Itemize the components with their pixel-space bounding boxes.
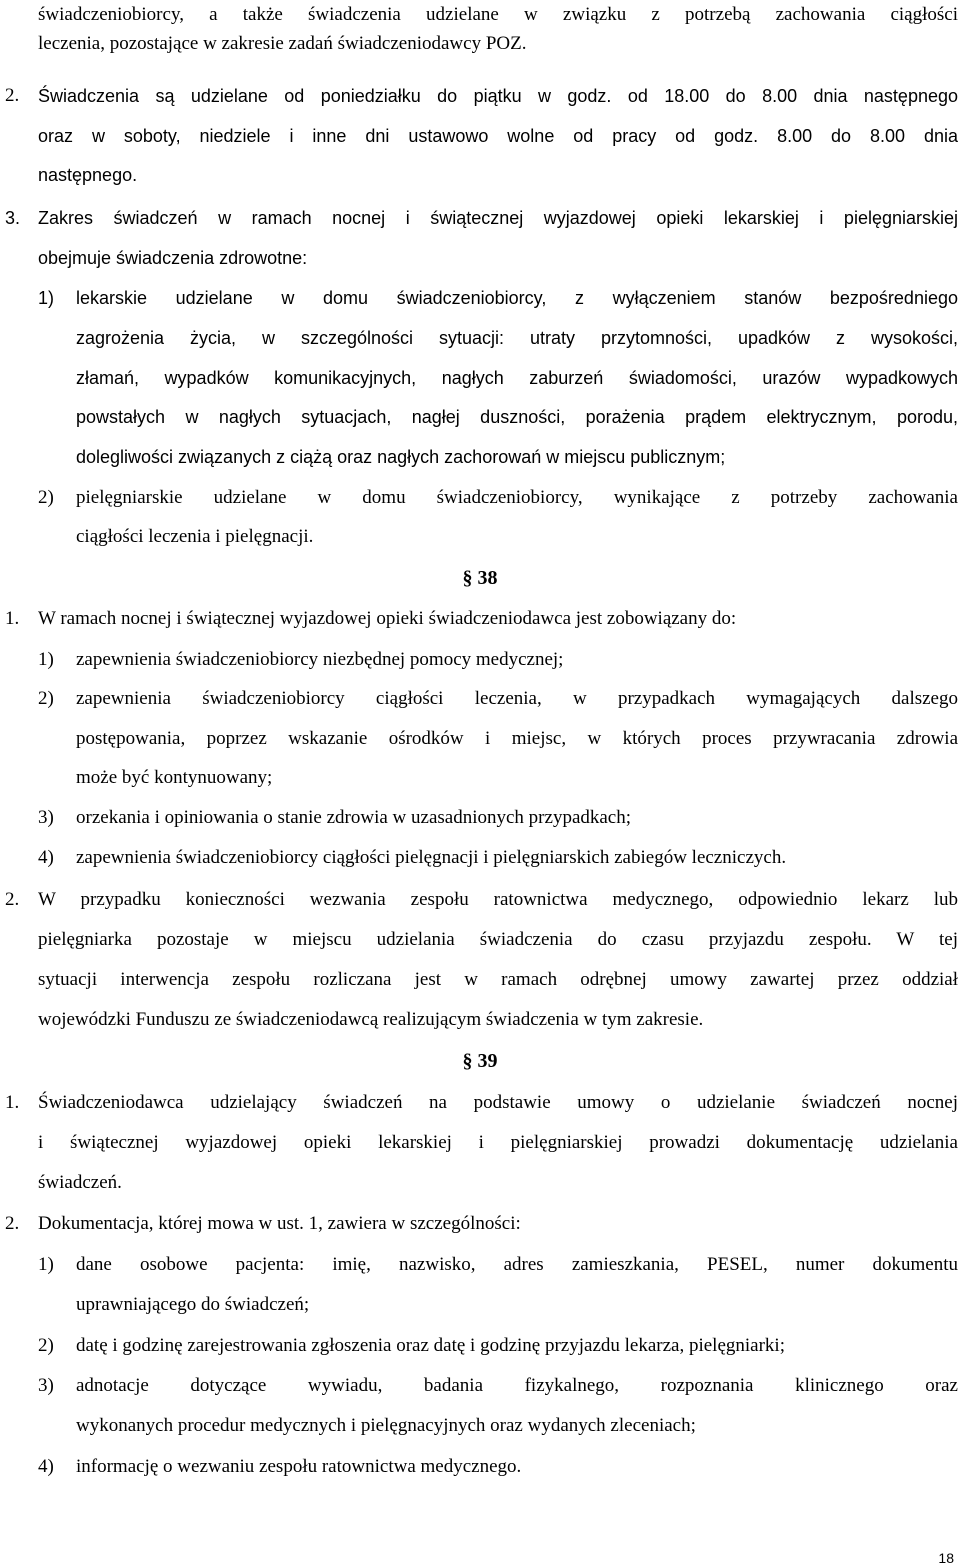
section-heading: § 38 [462, 567, 498, 589]
text-line: obejmuje świadczenia zdrowotne: [38, 248, 308, 268]
list-number: 1. [5, 608, 20, 629]
text-line: złamań, wypadków komunikacyjnych, nagłych zaburzeń świadomości, urazów wypadkowych [76, 368, 958, 388]
text-line: świadczeń. [38, 1172, 122, 1193]
list-number: 4) [38, 1456, 54, 1477]
text-line: Świadczeniodawca udzielający świadczeń na podstawie umowy o udzielanie świadczeń nocnej [38, 1092, 958, 1113]
text-line: Zakres świadczeń w ramach nocnej i świątecznej wyjazdowej opieki lekarskiej i pielęgniarskiej [38, 208, 958, 228]
text-line: dolegliwości związanych z ciążą oraz nagłych zachorowań w miejscu publicznym; [76, 447, 726, 467]
list-number: 2) [38, 487, 54, 508]
text-line: wykonanych procedur medycznych i pielęgnacyjnych oraz wydanych zleceniach; [76, 1415, 696, 1436]
list-number: 4) [38, 847, 54, 868]
page-number: 18 [938, 1550, 954, 1566]
list-number: 3. [5, 208, 21, 228]
text-line: i świątecznej wyjazdowej opieki lekarskiej i pielęgniarskiej prowadzi dokumentację udzielania [38, 1132, 958, 1153]
list-number: 1) [38, 649, 54, 670]
text-line: lekarskie udzielane w domu świadczeniobiorcy, z wyłączeniem stanów bezpośredniego [76, 288, 958, 308]
section-heading: § 39 [462, 1050, 498, 1072]
text-line: uprawniającego do świadczeń; [76, 1294, 310, 1315]
list-number: 2. [5, 1213, 20, 1234]
text-line: orzekania i opiniowania o stanie zdrowia w uzasadnionych przypadkach; [76, 807, 632, 828]
text-line: W ramach nocnej i świątecznej wyjazdowej opieki świadczeniodawca jest zobowiązany do: [38, 608, 737, 629]
list-number: 2. [5, 85, 20, 106]
list-number: 3) [38, 807, 54, 828]
text-line: postępowania, poprzez wskazanie ośrodków i miejsc, w których proces przywracania zdrowia [76, 728, 958, 749]
text-line: oraz w soboty, niedziele i inne dni ustawowo wolne od pracy od godz. 8.00 do 8.00 dnia [38, 126, 958, 146]
text-line: zagrożenia życia, w szczególności sytuacji: utraty przytomności, upadków z wysokości, [76, 328, 958, 348]
text-line: pielęgniarka pozostaje w miejscu udzielania świadczenia do czasu przyjazdu zespołu. W tej [38, 929, 958, 950]
text-line: Dokumentacja, której mowa w ust. 1, zawiera w szczególności: [38, 1213, 521, 1234]
list-number: 3) [38, 1375, 54, 1396]
text-line: sytuacji interwencja zespołu rozliczana jest w ramach odrębnej umowy zawartej przez oddział [38, 969, 958, 990]
text-line: adnotacje dotyczące wywiadu, badania fizykalnego, rozpoznania klinicznego oraz [76, 1375, 958, 1396]
text-line: zapewnienia świadczeniobiorcy ciągłości pielęgnacji i pielęgniarskich zabiegów leczniczych. [76, 847, 787, 868]
list-number: 1) [38, 1254, 54, 1275]
list-number: 2) [38, 1335, 54, 1356]
text-line: pielęgniarskie udzielane w domu świadczeniobiorcy, wynikające z potrzeby zachowania [76, 487, 958, 508]
text-line: może być kontynuowany; [76, 767, 273, 788]
text-line: zapewnienia świadczeniobiorcy niezbędnej pomocy medycznej; [76, 649, 564, 670]
text-line: ciągłości leczenia i pielęgnacji. [76, 526, 314, 547]
text-line: W przypadku konieczności wezwania zespołu ratownictwa medycznego, odpowiednio lekarz lub [38, 889, 958, 910]
text-line: następnego. [38, 165, 138, 185]
text-line: zapewnienia świadczeniobiorcy ciągłości leczenia, w przypadkach wymagających dalszego [76, 688, 958, 709]
text-line: dane osobowe pacjenta: imię, nazwisko, adres zamieszkania, PESEL, numer dokumentu [76, 1254, 958, 1275]
list-number: 2) [38, 688, 54, 709]
list-number: 1) [38, 288, 55, 308]
text-line: datę i godzinę zarejestrowania zgłoszenia oraz datę i godzinę przyjazdu lekarza, pielęgniarki; [76, 1335, 785, 1356]
text-line: Świadczenia są udzielane od poniedziałku do piątku w godz. od 18.00 do 8.00 dnia następnego [38, 86, 958, 106]
list-number: 2. [5, 889, 20, 910]
list-number: 1. [5, 1092, 20, 1113]
text-line: wojewódzki Funduszu ze świadczeniodawcą realizującym świadczenia w tym zakresie. [38, 1009, 704, 1030]
text-line: leczenia, pozostające w zakresie zadań świadczeniodawcy POZ. [38, 33, 527, 54]
text-line: powstałych w nagłych sytuacjach, nagłej duszności, porażenia prądem elektrycznym, porodu, [76, 407, 958, 427]
text-line: informację o wezwaniu zespołu ratownictwa medycznego. [76, 1456, 522, 1477]
text-line: świadczeniobiorcy, a także świadczenia udzielane w związku z potrzebą zachowania ciągłości [38, 4, 958, 25]
